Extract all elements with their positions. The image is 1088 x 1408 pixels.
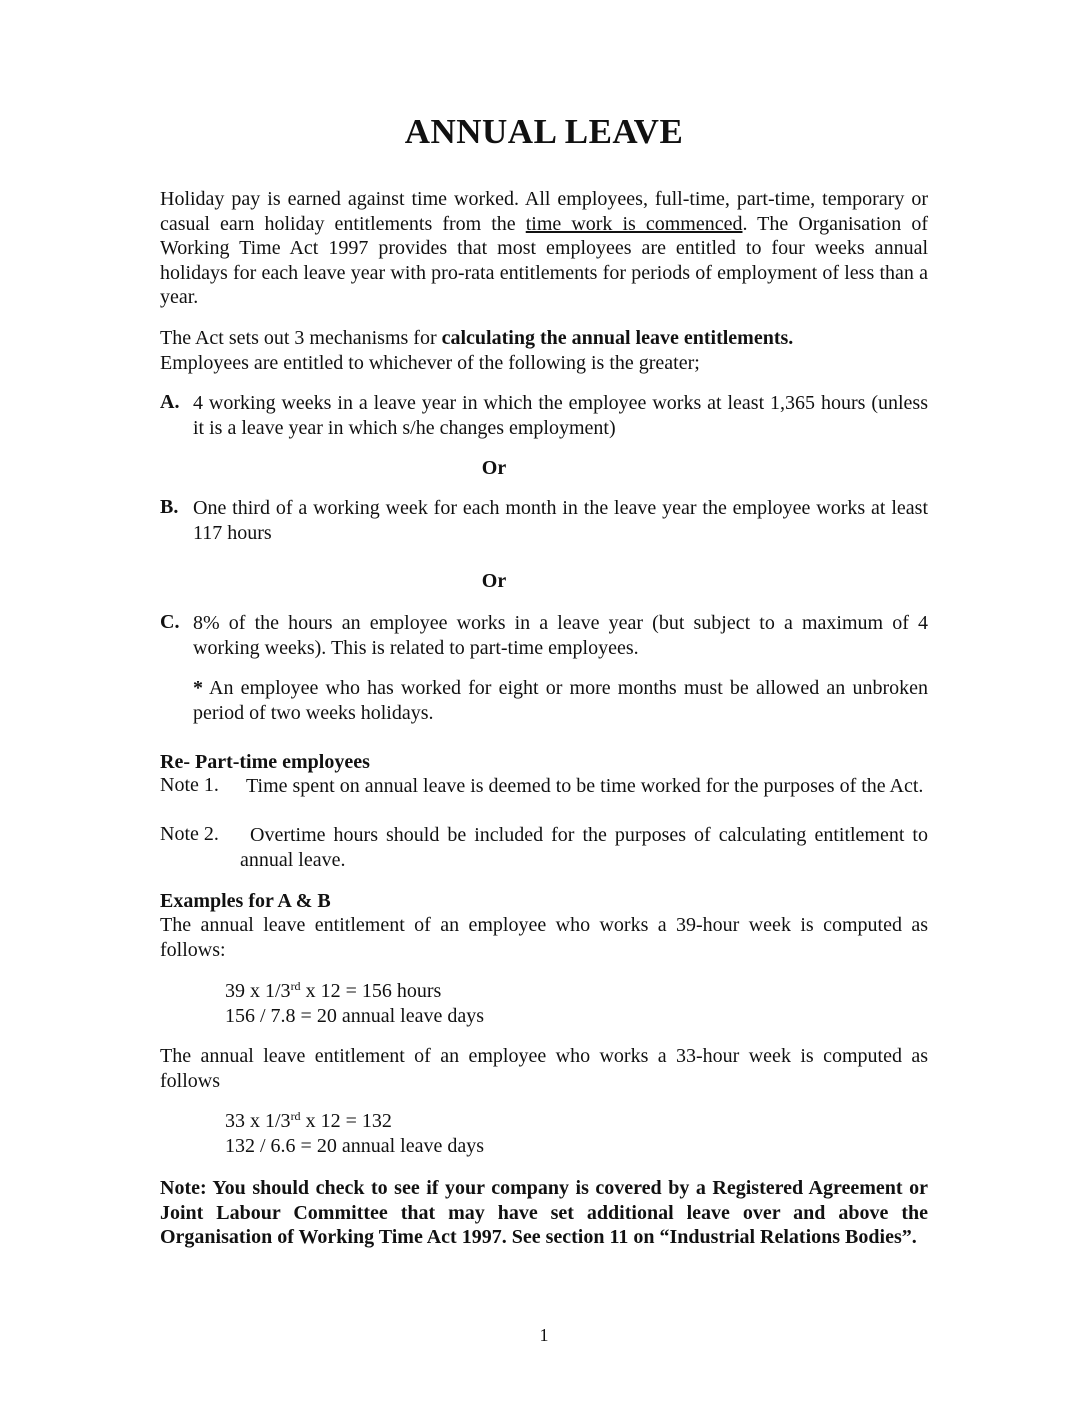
asterisk-mark: * — [193, 677, 203, 699]
example-2-intro: The annual leave entitlement of an employee who works a 33-hour week is computed as follows — [160, 1045, 928, 1092]
intro-paragraph — [160, 187, 928, 310]
page-number: 1 — [539, 1325, 549, 1345]
asterisk-note — [193, 676, 928, 725]
example-2-sup: rd — [290, 1109, 301, 1123]
intro-text-1: Holiday pay is earned against time worked. All employees, full-time, part-time, temporary or casual earn holiday entitlements from the — [160, 188, 928, 235]
item-text-b: One third of a working week for each month in the leave year the employee works at least 117 hours — [193, 497, 928, 544]
note-1-label: Note 1. — [160, 774, 219, 796]
example-1-line2: 156 / 7.8 = 20 annual leave days — [225, 1004, 484, 1027]
example-1-sup: rd — [290, 979, 301, 993]
mechanisms-paragraph — [160, 326, 928, 375]
example-2-line1-b: x 12 = 132 — [300, 1110, 392, 1132]
mechanisms-bold: calculating the annual leave entitlements. — [441, 327, 794, 349]
or-separator: Or — [481, 570, 507, 592]
note-2-text: Overtime hours should be included for the purposes of calculating entitlement to annual leave. — [240, 824, 928, 871]
item-label-c: C. — [160, 611, 180, 633]
item-label-b: B. — [160, 496, 179, 518]
example-1-line1-b: x 12 = 156 hours — [300, 980, 442, 1002]
asterisk-text: An employee who has worked for eight or more months must be allowed an unbroken period of two weeks holidays. — [193, 677, 928, 724]
page-title: ANNUAL LEAVE — [404, 112, 684, 151]
example-2-line2: 132 / 6.6 = 20 annual leave days — [225, 1134, 484, 1157]
item-label-a: A. — [160, 391, 180, 413]
intro-text-2: . The Organisation of Working Time Act 1997 provides that most employees are entitled to four weeks annual holidays for each leave year with pro-rata entitlements for periods of employment of less than a year. — [160, 212, 928, 308]
item-text-a: 4 working weeks in a leave year in which the employee works at least 1,365 hours (unless it is a leave year in which s/he changes employment) — [193, 392, 928, 439]
or-separator: Or — [481, 457, 507, 479]
note-2-label: Note 2. — [160, 823, 219, 845]
examples-heading: Examples for A & B — [160, 890, 331, 912]
final-note: Note: You should check to see if your company is covered by a Registered Agreement or Joint Labour Committee that may have set additional leave over and above the Organisation of Working Time Act 1997. See section 11 on “Industrial Relations Bodies”. — [160, 1177, 928, 1248]
example-1-intro: The annual leave entitlement of an employee who works a 39-hour week is computed as follows: — [160, 914, 928, 961]
example-2-calc — [225, 1109, 484, 1158]
intro-underlined-text: time work is commenced — [525, 212, 743, 235]
item-text-c: 8% of the hours an employee works in a leave year (but subject to a maximum of 4 working weeks). This is related to part-time employees. — [193, 612, 928, 659]
part-time-heading: Re- Part-time employees — [160, 751, 370, 773]
mechanisms-lead: The Act sets out 3 mechanisms for — [160, 327, 442, 349]
example-1-calc — [225, 979, 484, 1028]
example-1-line1-a: 39 x 1/3 — [225, 980, 291, 1002]
example-2-line1-a: 33 x 1/3 — [225, 1110, 291, 1132]
note-1-text: Time spent on annual leave is deemed to be time worked for the purposes of the Act. — [246, 775, 924, 797]
mechanisms-line2: Employees are entitled to whichever of the following is the greater; — [160, 351, 700, 374]
